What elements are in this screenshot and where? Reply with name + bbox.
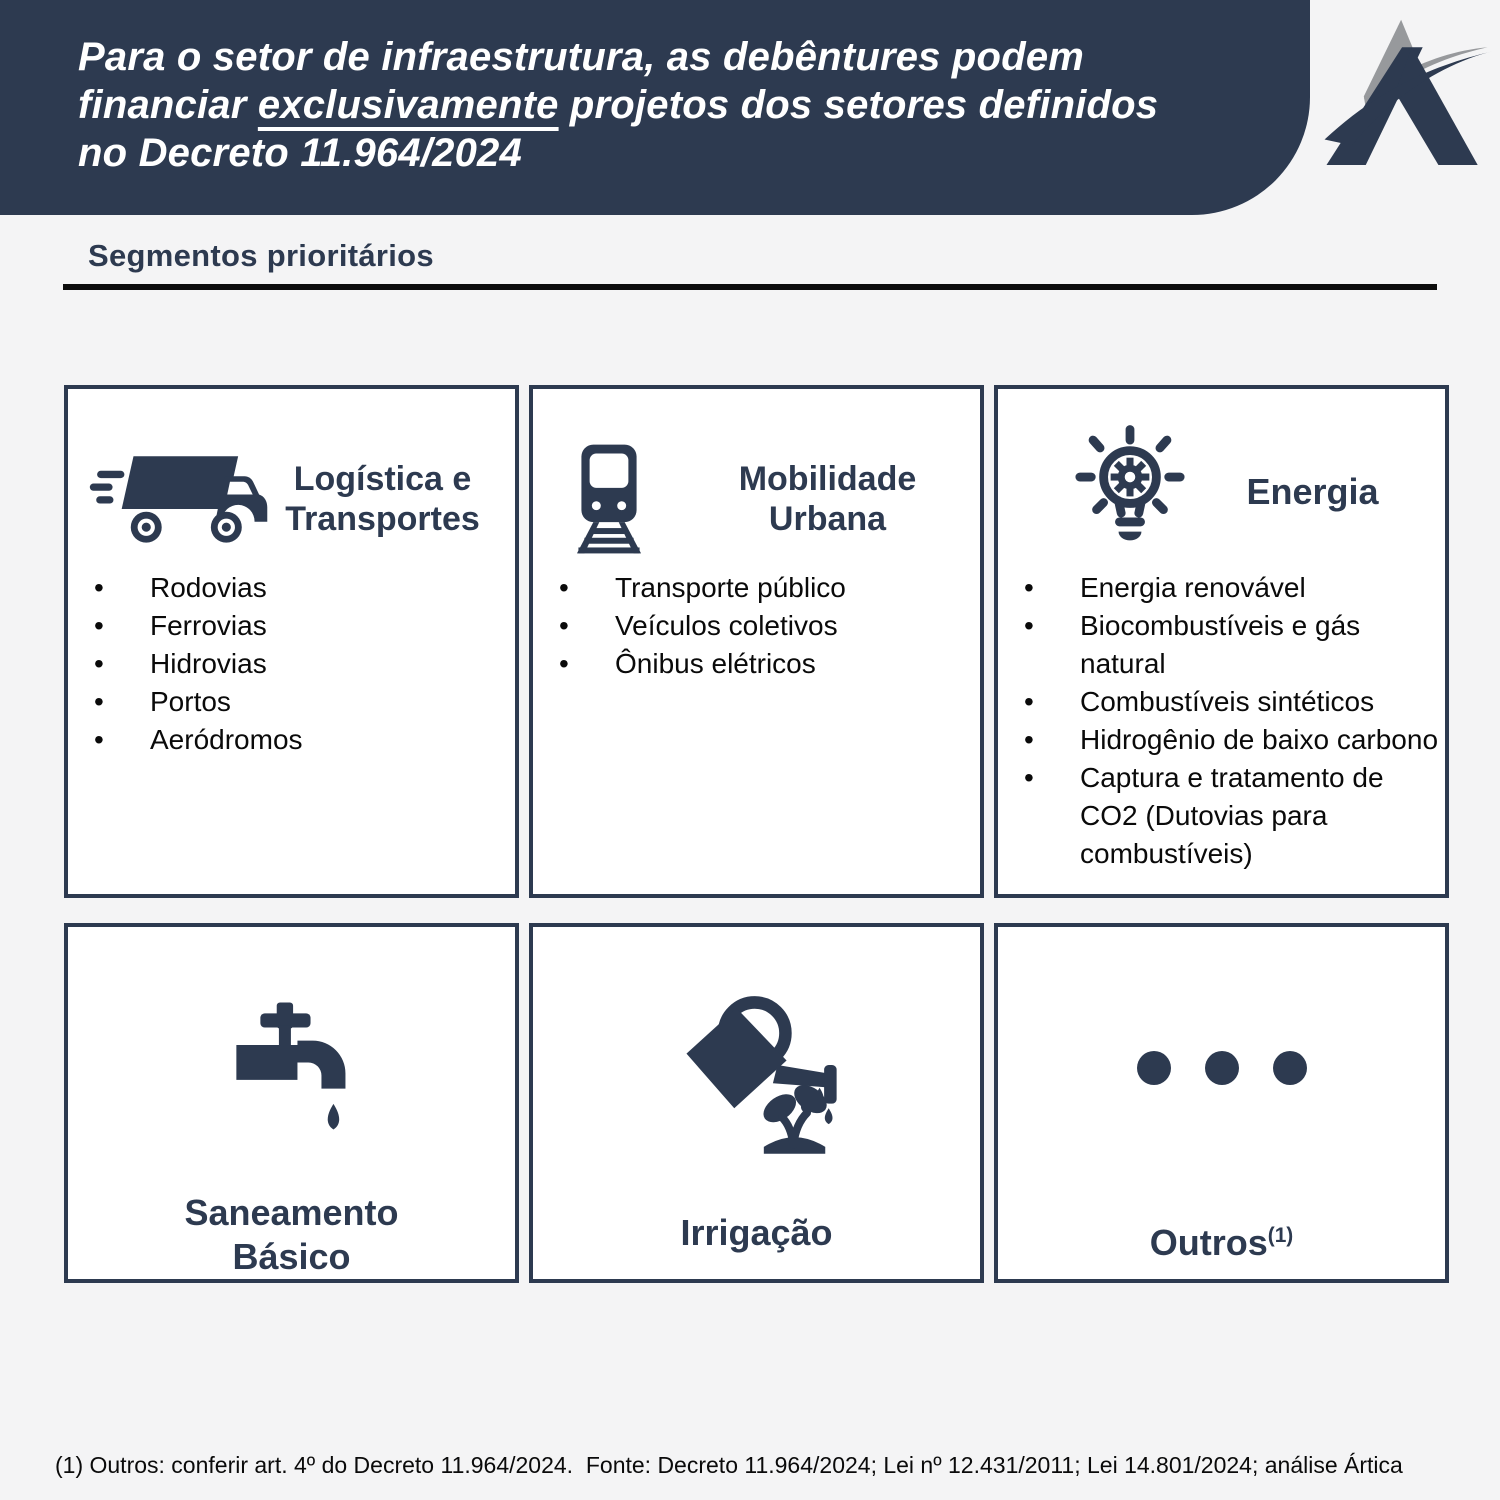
list-item: • Ônibus elétricos: [553, 645, 980, 683]
ellipsis-icon: [1137, 1051, 1307, 1085]
list-item: • Combustíveis sintéticos: [1018, 683, 1445, 721]
icon-zone: [221, 927, 363, 1185]
watering-can-icon: [666, 974, 848, 1156]
headline: [78, 33, 1280, 177]
faucet-icon: [221, 997, 363, 1141]
card-body: [998, 927, 1445, 1279]
card-list: [68, 569, 515, 759]
card-irrigacao: [529, 923, 984, 1283]
card-title: Energia: [1246, 471, 1379, 512]
card-header: [533, 389, 980, 569]
section-divider: [63, 284, 1437, 290]
card-mobilidade-urbana: [529, 385, 984, 898]
list-item: • Biocombustíveis e gás natural: [1018, 607, 1445, 683]
card-body: [68, 927, 515, 1279]
card-title: Mobilidade Urbana: [738, 460, 917, 538]
card-body: [533, 927, 980, 1279]
headline-underlined-word: exclusivamente: [257, 83, 559, 127]
list-item: • Ferrovias: [88, 607, 515, 645]
card-energia: [994, 385, 1449, 898]
headline-text: financiar: [78, 83, 258, 127]
list-item: • Captura e tratamento de CO2 (Dutovias para combustíveis): [1018, 759, 1445, 873]
card-title: Irrigação: [680, 1212, 833, 1253]
icon-zone: [1137, 927, 1307, 1190]
headline-line2: [78, 81, 1280, 129]
card-title: [1150, 1214, 1294, 1265]
card-title: Logística e Transportes: [285, 460, 480, 538]
list-item: • Energia renovável: [1018, 569, 1445, 607]
card-outros: [994, 923, 1449, 1283]
card-list: [533, 569, 980, 683]
header-banner: [0, 0, 1310, 215]
dot: [1137, 1051, 1171, 1085]
list-item: • Aeródromos: [88, 721, 515, 759]
list-item: • Rodovias: [88, 569, 515, 607]
card-logistica-transportes: [64, 385, 519, 898]
list-item: • Transporte público: [553, 569, 980, 607]
dot: [1205, 1051, 1239, 1085]
truck-icon: [88, 449, 270, 549]
footnote: (1) Outros: conferir art. 4º do Decreto 11.964/2024. Fonte: Decreto 11.964/2024; Lei nº 12.431/2011; Lei 14.801/2024; análise Ártica: [55, 1452, 1403, 1478]
list-item: • Portos: [88, 683, 515, 721]
card-title: Saneamento Básico: [184, 1192, 399, 1277]
card-header: [998, 389, 1445, 569]
headline-line3: no Decreto 11.964/2024: [78, 131, 522, 175]
card-list: [998, 569, 1445, 873]
icon-zone: [666, 927, 848, 1187]
list-item: • Hidrogênio de baixo carbono: [1018, 721, 1445, 759]
headline-line1: Para o setor de infraestrutura, as debêntures podem: [78, 35, 1085, 79]
card-header: [68, 389, 515, 569]
list-item: • Veículos coletivos: [553, 607, 980, 645]
headline-text: projetos dos setores definidos: [558, 83, 1159, 127]
artica-logo-icon: [1318, 6, 1496, 168]
footnote-marker: (1): [1267, 1224, 1294, 1247]
card-title-text: Outros: [1149, 1222, 1268, 1263]
lightbulb-gear-icon: [1064, 422, 1196, 562]
card-saneamento-basico: [64, 923, 519, 1283]
list-item: • Hidrovias: [88, 645, 515, 683]
dot: [1273, 1051, 1307, 1085]
train-icon: [568, 433, 650, 565]
section-title: Segmentos prioritários: [88, 238, 434, 273]
